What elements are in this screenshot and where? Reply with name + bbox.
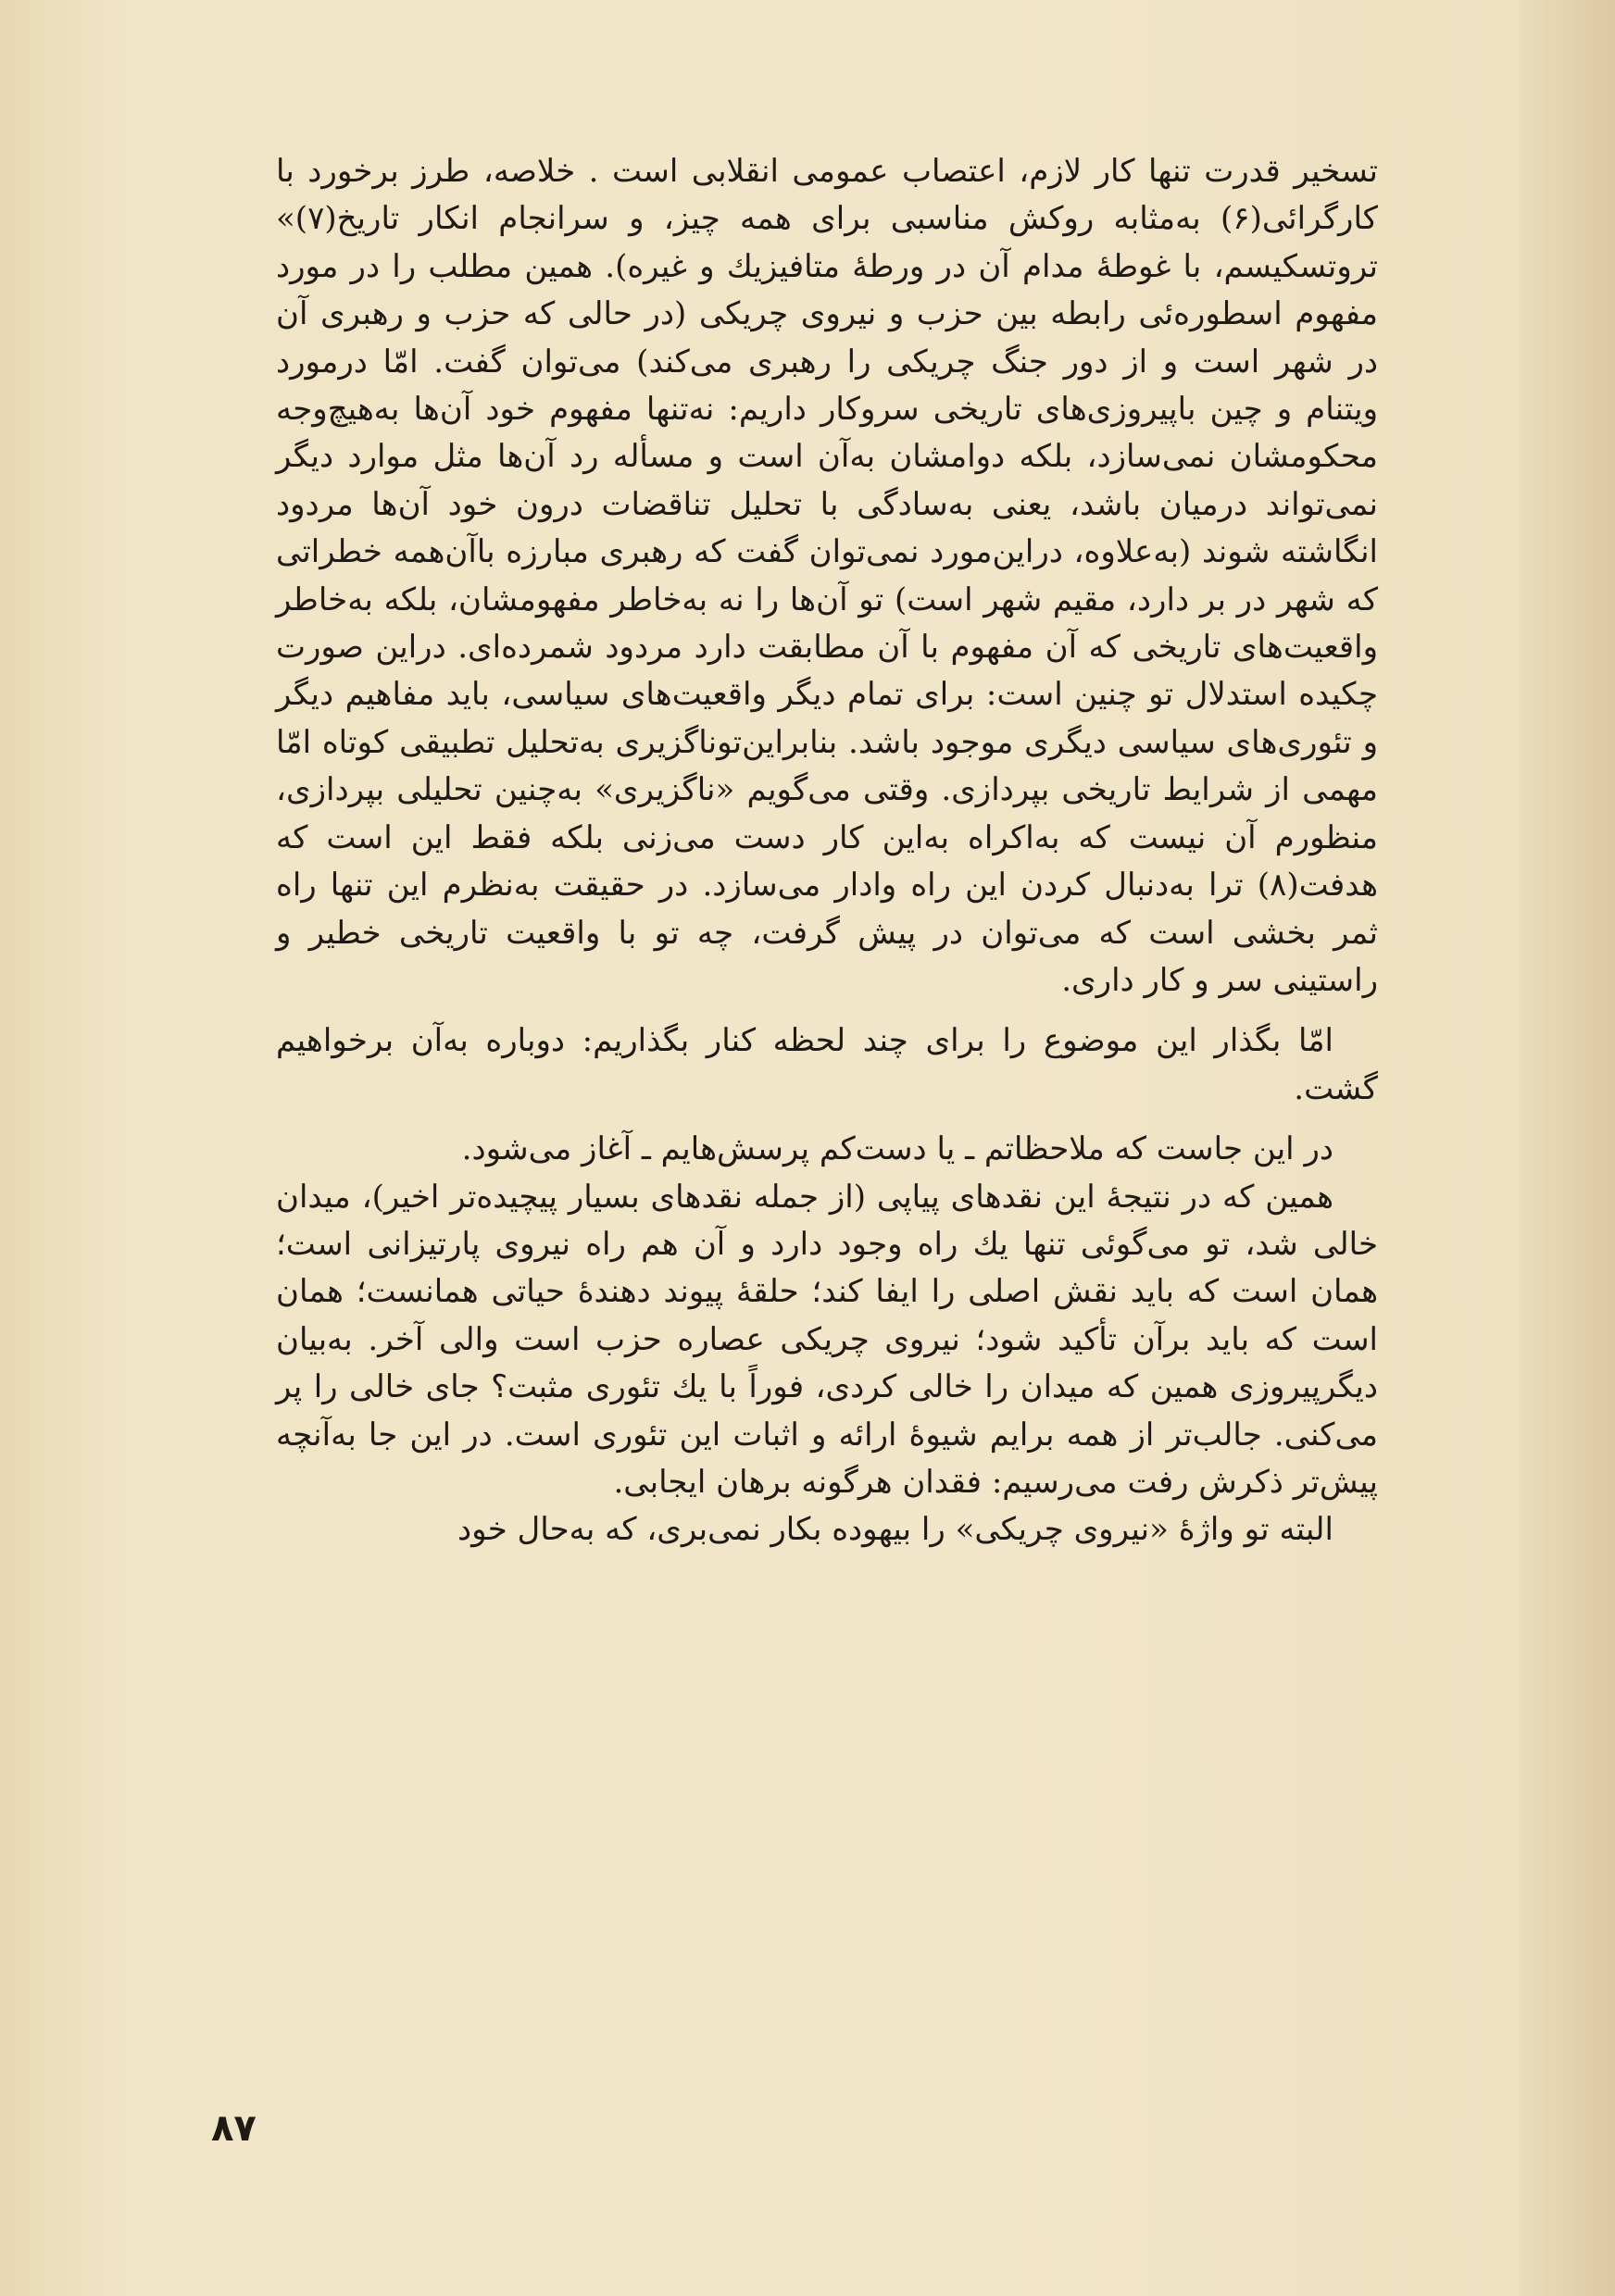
body-text xyxy=(276,148,1378,1554)
paragraph-1: تسخیر قدرت تنها کار لازم، اعتصاب عمومی انقلابی است . خلاصه، طرز برخورد با کارگرائی(۶) به‌مثابه روکش مناسبی برای همه چیز، و سرانجام انکار تاریخ(۷)» تروتسکیسم، با غوطهٔ مدام آن در ورطهٔ متافیزیك و غیره). همین مطلب را در مورد مفهوم اسطوره‌ئی رابطه بین حزب و نیروی چریکی (در حالی که حزب و رهبری آن در شهر است و از دور جنگ چریکی را رهبری می‌کند) می‌توان گفت. امّا درمورد ویتنام و چین باپیروزی‌های تاریخی سروکار داریم: نه‌تنها مفهوم خود آن‌ها به‌هیچ‌وجه محکومشان نمی‌سازد، بلکه دوامشان به‌آن است و مسأله رد آن‌ها مثل موارد دیگر نمی‌تواند درمیان باشد، یعنی به‌سادگی با تحلیل تناقضات درون خود آن‌ها مردود انگاشته شوند (به‌علاوه، دراین‌مورد نمی‌توان گفت که رهبری مبارزه باآن‌همه خطراتی که شهر در بر دارد، مقیم شهر است) تو آن‌ها را نه به‌خاطر مفهومشان، بلکه به‌خاطر واقعیت‌های تاریخی که آن مفهوم با آن مطابقت دارد مردود شمرده‌ای. دراین صورت چکیده استدلال تو چنین است: برای تمام دیگر واقعیت‌های سیاسی، باید مفاهیم دیگر و تئوری‌های سیاسی دیگری موجود باشد. بنابراین‌تو‌ناگزیری به‌تحلیل تطبیقی کوتاه امّا مهمی از شرایط تاریخی بپردازی. وقتی می‌گویم «ناگزیری» به‌چنین تحلیلی بپردازی، منظورم آن نیست که به‌اکراه به‌این کار دست می‌زنی بلکه فقط این است که هدفت(۸) ترا به‌دنبال کردن این راه وادار می‌سازد. در حقیقت به‌نظرم این تنها راه ثمر بخشی است که می‌توان در پیش گرفت، چه تو با واقعیت تاریخی خطیر و راستینی سر و کار داری. xyxy=(276,153,1378,999)
page-edge xyxy=(1519,0,1615,2296)
paragraph-4: همین که در نتیجهٔ این نقدهای پیاپی (از جمله نقدهای بسیار پیچیده‌تر اخیر)، میدان خالی شد، تو می‌گوئی تنها یك راه وجود دارد و آن هم راه نیروی پارتیزانی است؛ همان است که باید نقش اصلی را ایفا کند؛ حلقهٔ پیوند دهندهٔ حیاتی همانست؛ همان است که باید برآن تأکید شود؛ نیروی چریکی عصاره حزب است والی آخر. به‌بیان دیگرپیروزی همین که میدان را خالی کردی، فوراً با یك تئوری مثبت؟ جای خالی را پر می‌کنی. جالب‌تر از همه برایم شیوهٔ ارائه و اثبات این تئوری است. در این جا به‌آنچه پیش‌تر ذکرش رفت می‌رسیم: فقدان هرگونه برهان ایجابی. xyxy=(276,1178,1378,1501)
page-number: ۸۷ xyxy=(211,2107,257,2150)
paragraph-5: البته تو واژهٔ «نیروی چریکی» را بیهوده بکار نمی‌بری، که به‌حال خود xyxy=(457,1511,1333,1549)
paragraph-2: امّا بگذار این موضوع را برای چند لحظه کنار بگذاریم: دوباره به‌آن برخواهیم گشت. xyxy=(276,1022,1378,1107)
paragraph-3: در این جاست که ملاحظاتم ـ یا دست‌کم پرسش‌هایم ـ آغاز می‌شود. xyxy=(461,1130,1333,1168)
